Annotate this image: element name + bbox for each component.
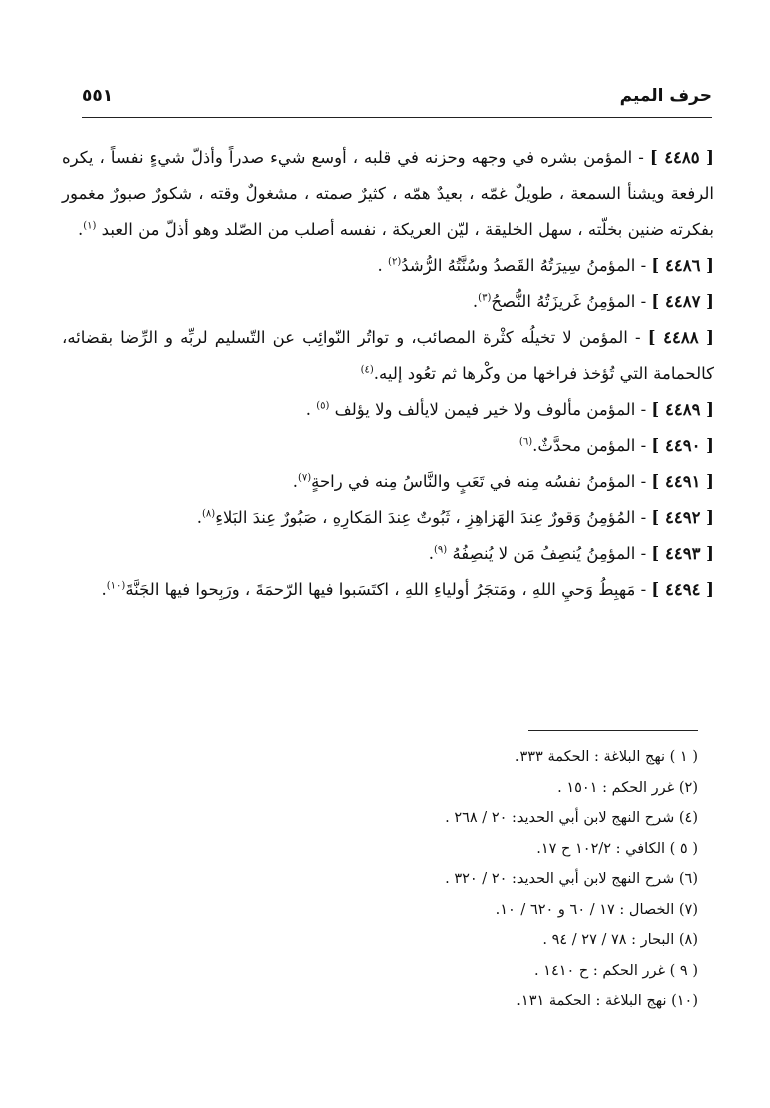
entry-4494 (62, 572, 714, 608)
header-rule (82, 117, 712, 118)
footnote-ref[interactable]: (٢) (388, 256, 402, 268)
footnote-item: (٤) شرح النهج لابن أبي الحديد: ٢٠ / ٢٦٨ . (445, 810, 698, 826)
entry-text: - مَهبِطُ وَحيِ اللهِ ، ومَتجَرُ أولياءِ اللهِ ، اكتَسَبوا فيها الرّحمَةَ ، ورَبِحوا فيها الجَنَّةَ (125, 580, 647, 599)
page-number: ٥٥١ (82, 86, 114, 106)
entry-number: [ ٤٤٩٠ ] (651, 436, 714, 455)
page-header (82, 78, 712, 118)
entry-number: [ ٤٤٨٨ ] (647, 328, 714, 347)
entry-end: . (428, 544, 435, 563)
entry-number: [ ٤٤٨٩ ] (651, 400, 714, 419)
entry-end: . (305, 400, 311, 419)
entry-number: [ ٤٤٨٥ ] (649, 148, 714, 167)
entry-text: - المؤمِنُ غَريزَتُهُ النُّصحُ (491, 292, 647, 311)
footnote-item: (٦) شرح النهج لابن أبي الحديد: ٢٠ / ٣٢٠ . (445, 871, 698, 887)
chapter-title: حرف الميم (619, 86, 712, 106)
entry-text: - المؤمِنُ يُنصِفُ مَن لا يُنصِفُهُ (452, 544, 647, 563)
footnote-item: ( ٩ ) غرر الحكم : ح ١٤١٠ . (533, 962, 698, 979)
entry-number: [ ٤٤٩٣ ] (651, 544, 714, 563)
entry-end: . (292, 472, 298, 491)
footnote-ref[interactable]: (١) (83, 220, 97, 232)
entry-number: [ ٤٤٨٧ ] (651, 292, 714, 311)
entry-end: . (472, 292, 479, 311)
footnote-ref[interactable]: (٤) (360, 364, 374, 376)
entry-4491 (62, 464, 714, 500)
entry-text: - المؤمن مألوف ولا خير فيمن لايألف ولا يؤلف (334, 400, 647, 419)
entry-number: [ ٤٤٩١ ] (651, 472, 714, 491)
entry-end: . (77, 220, 84, 239)
entry-text: - المُؤمِنُ وَقورٌ عِندَ الهَزاهِزِ ، ثَبُوتٌ عِندَ المَكارِهِ ، صَبُورٌ عِندَ البَلاءِ (215, 508, 647, 527)
entry-4493 (62, 536, 714, 572)
entry-text: - المؤمن محدَّثٌ. (532, 436, 647, 455)
footnote-ref[interactable]: (٩) (434, 544, 448, 556)
entry-4485 (62, 140, 714, 248)
footnote-ref[interactable]: (٥) (316, 400, 330, 412)
entry-number: [ ٤٤٩٢ ] (651, 508, 714, 527)
footnote-ref[interactable]: (٣) (478, 292, 492, 304)
entry-4486 (62, 248, 714, 284)
entry-end: . (101, 580, 107, 599)
entry-text: - المؤمن لا تخيلُه كثْرة المصائب، و تواتُر النّوائِب عن التّسليم لربِّه و الرِّضا بقضائه، كالحمامة التي تُؤخذ فراخها من وكْرها ثم تعُود إليه. (62, 328, 714, 383)
entry-end: . (196, 508, 203, 527)
footnote-item: (١٠) نهج البلاغة : الحكمة ١٣١. (516, 993, 698, 1009)
footnote-ref[interactable]: (٨) (202, 508, 216, 520)
entry-number: [ ٤٤٩٤ ] (651, 580, 714, 599)
footnote-ref[interactable]: (٧) (297, 472, 312, 484)
footnote-item: ( ٥ ) الكافي : ١٠٢/٢ ح ١٧. (536, 840, 698, 857)
entry-text: - المؤمنُ نفسُه مِنه في تَعَبٍ والنَّاسُ مِنه في راحةٍ (311, 472, 647, 491)
footnote-ref[interactable]: (٦) (518, 436, 533, 448)
entry-4490 (62, 428, 714, 464)
entry-text: - المؤمنُ سِيرَتُهُ القَصدُ وسُنَّتُهُ الرُّشدُ (401, 256, 647, 275)
entry-number: [ ٤٤٨٦ ] (651, 256, 714, 275)
footnote-item: (٨) البحار : ٧٨ / ٢٧ / ٩٤ . (542, 932, 698, 948)
footnotes (198, 742, 698, 1017)
footnote-item: ( ١ ) نهج البلاغة : الحكمة ٣٣٣. (514, 749, 698, 765)
entry-4492 (62, 500, 714, 536)
entry-4488 (62, 320, 714, 392)
entry-text: - المؤمن بشره في وجهه وحزنه في قلبه ، أوسع شيء صدراً وأذلّ شيءٍ نفساً ، يكره الرفعة ويشنأ السمعة ، طويلٌ غمّه ، بعيدٌ همّه ، كثيرٌ صمته ، مشغولٌ وقته ، شكورٌ صبورٌ مغمور بفكرته ضنين بخلّته ، سهل الخليقة ، ليّن العريكة ، نفسه أصلب من الصّلد وهو أذلّ من العبد (62, 148, 714, 239)
footnote-ref[interactable]: (١٠) (106, 580, 126, 592)
entry-4489 (62, 392, 714, 428)
footnote-item: (٧) الخصال : ١٧ / ٦٠ و ٦٢٠ / ١٠. (495, 901, 698, 918)
footnote-item: (٢) غرر الحكم : ١٥٠١ . (557, 779, 698, 796)
entry-end: . (377, 256, 383, 275)
footnote-separator (528, 730, 698, 731)
entries-body (62, 140, 714, 608)
entry-4487 (62, 284, 714, 320)
